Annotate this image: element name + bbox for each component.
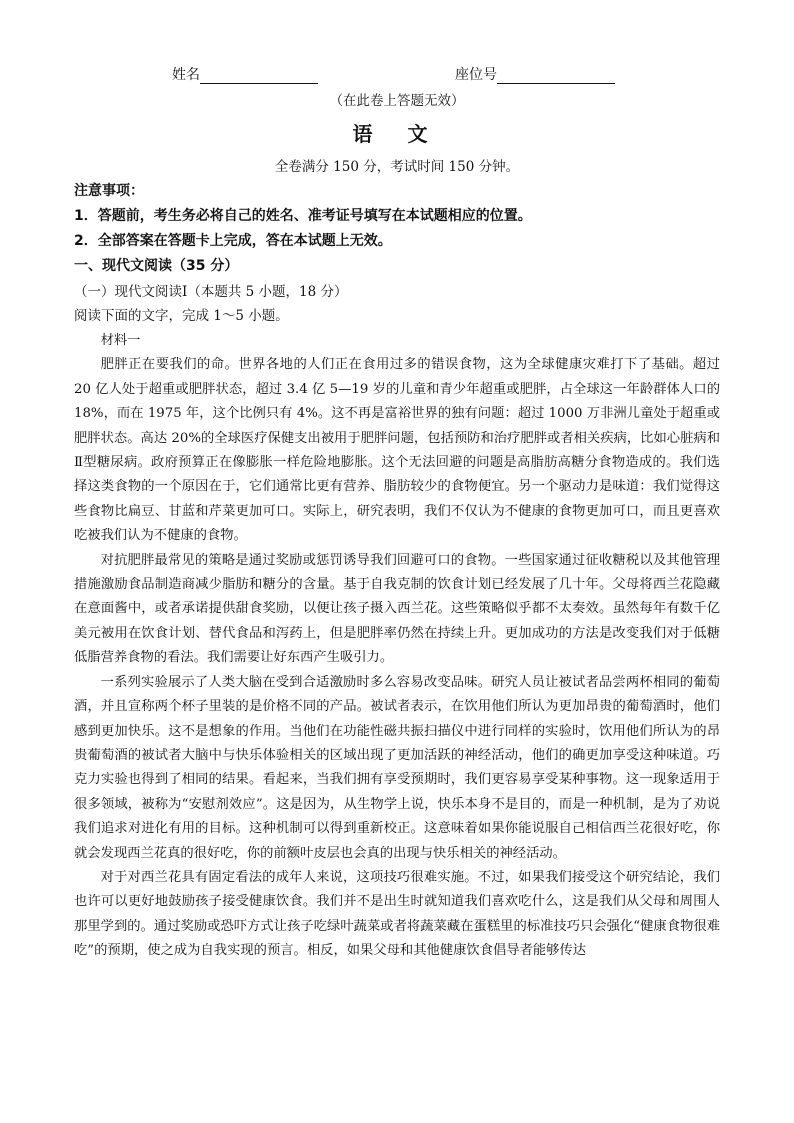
invalid-note: （在此卷上答题无效） — [329, 93, 465, 109]
seat-label: 座位号 — [455, 67, 497, 83]
seat-field — [455, 64, 615, 84]
section-heading: 一、现代文阅读（35 分） — [74, 258, 239, 274]
instructions-heading: 注意事项： — [74, 183, 144, 199]
passage-paragraph: 对于对西兰花具有固定看法的成年人来说，这项技巧很难实施。不过，如果我们接受这个研究结论，我们也许可以更好地鼓励孩子接受健康饮食。我们并不是出生时就知道我们喜欢吃什么，这是我们从父母和周围人那里学到的。通过奖励或恐吓方式让孩子吃绿叶蔬菜或者将蔬菜藏在蛋糕里的标准技巧只会强化“健康食物很难吃”的预期，使之成为自我实现的预言。相反，如果父母和其他健康饮食倡导者能够传达 — [74, 869, 720, 959]
candidate-info-row — [74, 64, 720, 84]
name-blank — [200, 68, 318, 84]
name-label: 姓名 — [172, 67, 200, 83]
name-field — [172, 64, 318, 84]
seat-blank — [497, 68, 615, 84]
passage-paragraph: 一系列实验展示了人类大脑在受到合适激励时多么容易改变品味。研究人员让被试者品尝两杯相同的葡萄酒，并且宣称两个杯子里装的是价格不同的产品。被试者表示，在饮用他们所认为更加昂贵的葡萄酒时，他们感到更加快乐。这不是想象的作用。当他们在功能性磁共振扫描仪中进行同样的实验时，饮用他们所认为的昂贵葡萄酒的被试者大脑中与快乐体验相关的区域出现了更加活跃的神经活动，他们的确更加享受这种味道。巧克力实验也得到了相同的结果。看起来，当我们拥有享受预期时，我们更容易享受某种事物。这一现象适用于很多领域，被称为“安慰剂效应”。这是因为，从生物学上说，快乐本身不是目的，而是一种机制，是为了劝说我们追求对进化有用的目标。这种机制可以得到重新校正。这意味着如果你能说服自己相信西兰花很好吃，你就会发现西兰花真的很好吃，你的前额叶皮层也会真的出现与快乐相关的神经活动。 — [74, 674, 720, 861]
exam-meta: 全卷满分 150 分，考试时间 150 分钟。 — [274, 159, 520, 175]
material-label: 材料一 — [100, 333, 141, 348]
page-title: 语 文 — [352, 122, 442, 146]
reading-prompt: 阅读下面的文字，完成 1～5 小题。 — [74, 308, 289, 324]
subsection-heading: （一）现代文阅读Ⅰ（本题共 5 小题，18 分） — [74, 284, 348, 300]
reading-passage — [74, 329, 720, 964]
instruction-item: 2．全部答案在答题卡上完成，答在本试题上无效。 — [74, 233, 392, 249]
passage-paragraph: 肥胖正在要我们的命。世界各地的人们正在食用过多的错误食物，这为全球健康灾难打下了基础。超过 20 亿人处于超重或肥胖状态，超过 3.4 亿 5—19 岁的儿童和青少年超重或肥胖，占全球这一年龄群体人口的 18%，而在 1975 年，这个比例只有 4%。这不再是富裕世界的独有问题：超过 1000 万非洲儿童处于超重或肥胖状态。高达 20%的全球医疗保健支出被用于肥胖问题，包括预防和治疗肥胖或者相关疾病，比如心脏病和Ⅱ型糖尿病。政府预算正在像膨胀一样危险地膨胀。这个无法回避的问题是高脂肪高糖分食物造成的。我们选择这类食物的一个原因在于，它们通常比更有营养、脂肪较少的食物便宜。另一个驱动力是味道：我们觉得这些食物比扁豆、甘蓝和芹菜更加可口。实际上，研究表明，我们不仅认为不健康的食物更加可口，而且更喜欢吃被我们认为不健康的食物。 — [74, 357, 720, 544]
passage-paragraph: 对抗肥胖最常见的策略是通过奖励或惩罚诱导我们回避可口的食物。一些国家通过征收糖税以及其他管理措施激励食品制造商减少脂肪和糖分的含量。基于自我克制的饮食计划已经发展了几十年。父母将西兰花隐藏在意面酱中，或者承诺提供甜食奖励，以便让孩子摄入西兰花。这些策略似乎都不太奏效。虽然每年有数千亿美元被用在饮食计划、替代食品和泻药上，但是肥胖率仍然在持续上升。更加成功的方法是改变我们对于低糖低脂营养食物的看法。我们需要让好东西产生吸引力。 — [74, 552, 720, 666]
instruction-item: 1．答题前，考生务必将自己的姓名、准考证号填写在本试题相应的位置。 — [74, 208, 532, 224]
